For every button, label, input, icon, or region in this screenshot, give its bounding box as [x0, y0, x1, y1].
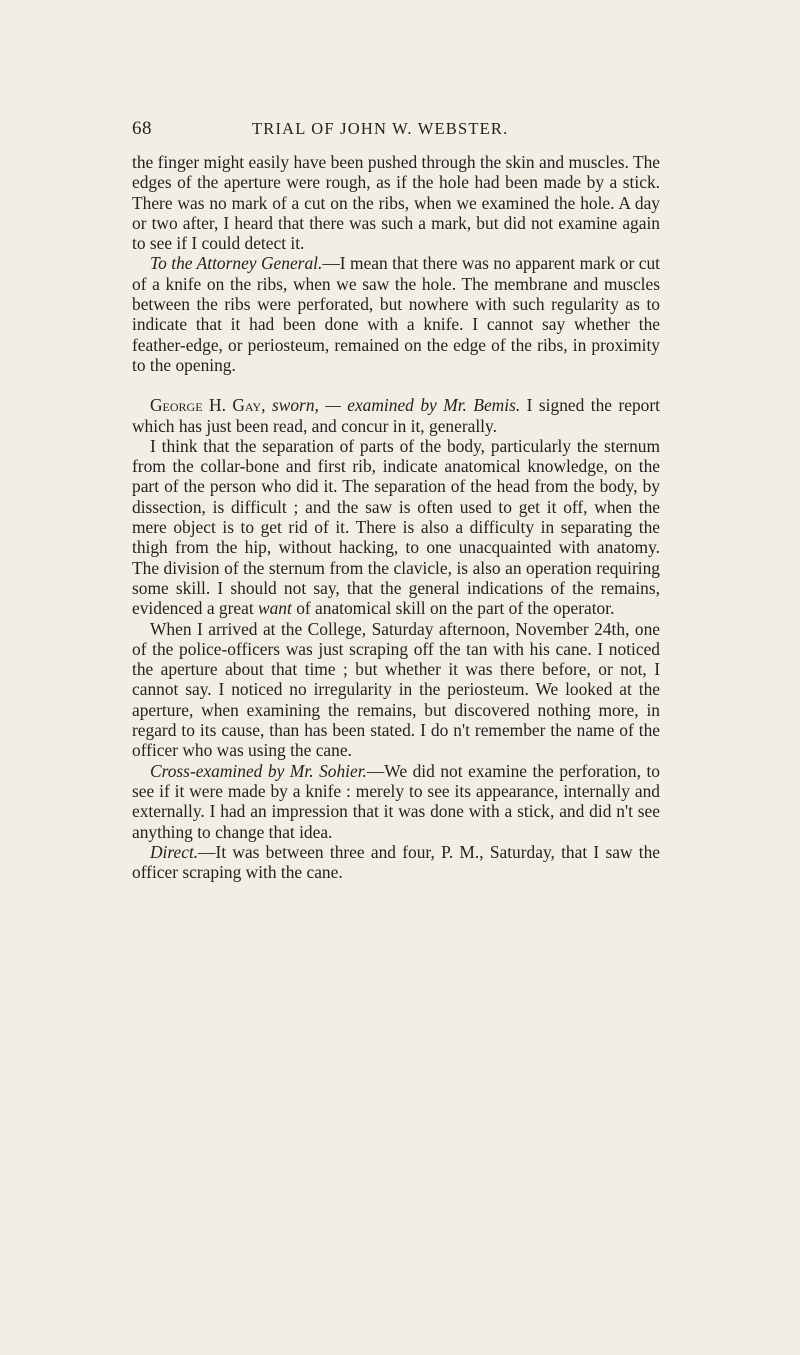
witness-lead: sworn, — examined by Mr. Bemis. — [271, 395, 521, 416]
paragraph — [132, 842, 660, 883]
page-number: 68 — [132, 118, 152, 139]
speaker-lead: Direct. — [150, 841, 199, 862]
paragraph-text: the finger might easily have been pushed through the skin and muscles. The edges of the aperture were rough, as if the hole had been made by a stick. There was no mark of a cut on the ribs, when we examined the hole. A day or two after, I heard that there was such a mark, but did not examine again to see if I could detect it. — [132, 152, 660, 254]
paragraph-text: When I arrived at the College, Saturday afternoon, November 24th, one of the police-officers was just scraping off the tan with his cane. I noticed the aperture about that time ; but whether it was there before, or not, I cannot say. I noticed no irregularity in the periosteum. We looked at the aperture, when examining the remains, but discovered nothing more, in regard to its cause, than has been stated. I do n't remember the name of the officer who was using the cane. — [132, 618, 660, 761]
emphasis: want — [258, 598, 292, 619]
witness-name: George H. Gay, — [150, 395, 266, 416]
paragraph-text: I think that the separation of parts of the body, particularly the sternum from the collar-bone and first rib, indicate anatomical knowledge, on the part of the person who did it. The separation of the head from the body, by dissection, is difficult ; and the saw is often used to get it off, when the mere object is to get rid of it. There is also a difficulty in separating the thigh from the hip, without hacking, to one unacquainted with anatomy. The division of the sternum from the clavicle, is also an operation requiring some skill. I should not say, that the general indications of the remains, evidenced a great — [132, 435, 660, 619]
paragraph-text: —We did not examine the perforation, to see if it were made by a knife : merely to see its appearance, internally and externally. I had an impression that it was done with a stick, and did n't see anything to change that idea. — [132, 760, 660, 842]
page-body — [132, 152, 660, 882]
paragraph — [132, 253, 660, 375]
paragraph — [132, 619, 660, 761]
speaker-lead: Cross-examined by Mr. Sohier. — [150, 760, 367, 781]
paragraph-text: I signed the report which has just been read, and concur in it, generally. — [132, 395, 660, 436]
paragraph — [132, 761, 660, 842]
paragraph-text: of anatomical skill on the part of the operator. — [291, 598, 615, 619]
speaker-lead: To the Attorney General. — [150, 253, 323, 274]
paragraph — [132, 395, 660, 436]
paragraph — [132, 436, 660, 619]
paragraph — [132, 152, 660, 253]
page-header — [132, 118, 692, 140]
paragraph-text: —I mean that there was no apparent mark or cut of a knife on the ribs, when we saw the hole. The membrane and muscles between the ribs were perforated, but nowhere with such regularity as to indicate that it had been done with a knife. I cannot say whether the feather-edge, or periosteum, remained on the edge of the ribs, in proximity to the opening. — [132, 253, 660, 375]
running-title: TRIAL OF JOHN W. WEBSTER. — [252, 119, 509, 138]
paragraph-text: —It was between three and four, P. M., Saturday, that I saw the officer scraping with the cane. — [132, 841, 660, 883]
